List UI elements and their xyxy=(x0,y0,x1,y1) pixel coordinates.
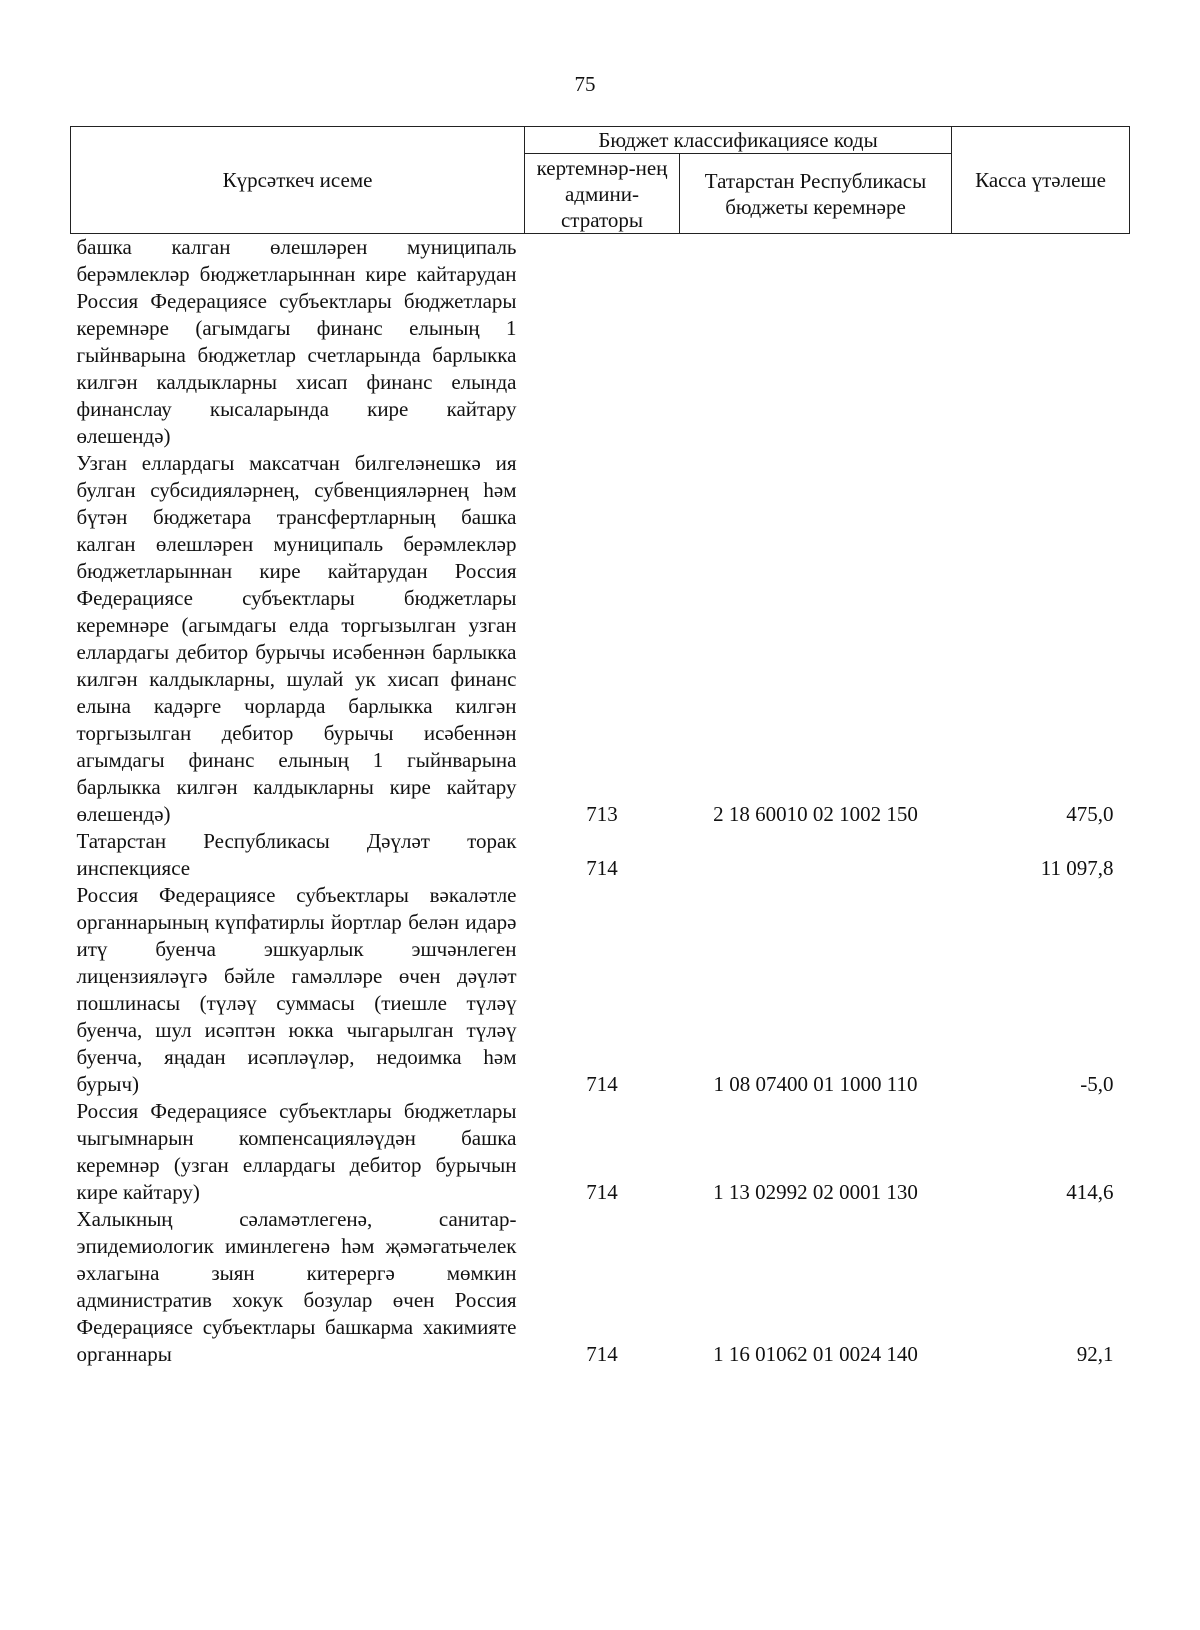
budget-table xyxy=(70,126,1130,1368)
row-cash-amount: 414,6 xyxy=(1066,1180,1114,1204)
row-admin-code: 714 xyxy=(586,856,618,880)
row-indicator-name: Татарстан Республикасы Дәүләт торак инспекциясе xyxy=(76,829,517,880)
row-revenue-code: 1 16 01062 01 0024 140 xyxy=(713,1342,918,1366)
row-admin-code: 714 xyxy=(586,1072,618,1096)
row-cash-amount: -5,0 xyxy=(1080,1072,1114,1096)
row-admin-code: 714 xyxy=(586,1342,618,1366)
row-revenue-code: 2 18 60010 02 1002 150 xyxy=(713,802,918,826)
row-indicator-name: Халыкның сәламәтлегенә, санитар-эпидемиологик иминлегенә һәм җәмәгатьчелек әхлагына зыян китерергә мөмкин административ хокук бозулар өчен Россия Федерациясе субъектлары башкарма хакимияте органнары xyxy=(76,1207,517,1366)
row-revenue-code xyxy=(680,234,952,451)
row-revenue-code: 1 13 02992 02 0001 130 xyxy=(713,1180,918,1204)
row-admin-code xyxy=(525,234,680,451)
table-row xyxy=(71,1206,1130,1368)
header-administrators: кертемнәр-нең админи-страторы xyxy=(525,154,680,234)
header-cash-execution: Касса үтәлеше xyxy=(952,127,1130,234)
row-indicator-name: Россия Федерациясе субъектлары бюджетлары чыгымнарын компенсацияләүдән башка керемнәр (узган еллардагы дебитор бурычын кире кайтару) xyxy=(76,1099,517,1204)
table-row xyxy=(71,234,1130,451)
table-header xyxy=(71,127,1130,234)
row-revenue-code xyxy=(680,828,952,882)
row-cash-amount: 11 097,8 xyxy=(1040,856,1114,880)
header-budget-codes: Бюджет классификациясе коды xyxy=(525,127,952,154)
row-admin-code: 714 xyxy=(586,1180,618,1204)
row-cash-amount: 475,0 xyxy=(1066,802,1114,826)
row-admin-code: 713 xyxy=(586,802,618,826)
table-row xyxy=(71,450,1130,828)
table-row xyxy=(71,828,1130,882)
row-indicator-name: Россия Федерациясе субъектлары вәкаләтле органнарының күпфатирлы йортлар белән идарә итү буенча эшкуарлык эшчәнлеген лицензияләүгә бәйле гамәлләре өчен дәүләт пошлинасы (түләү суммасы (тиешле түләү буенча, шул исәптән юкка чыгарылган түләү буенча, яңадан исәпләүләр, недоимка һәм бурыч) xyxy=(76,883,517,1096)
header-tatarstan-revenue: Татарстан Республикасы бюджеты керемнәре xyxy=(680,154,952,234)
row-indicator-name: башка калган өлешләрен муниципаль берәмлекләр бюджетларыннан кире кайтарудан Россия Федерациясе субъектлары бюджетлары керемнәре (агымдагы финанс елының 1 гыйнварына бюджетлар счетларында барлыкка килгән калдыкларны хисап финанс елында финанслау кысаларында кире кайтару өлешендә) xyxy=(76,235,517,448)
row-revenue-code: 1 08 07400 01 1000 110 xyxy=(713,1072,918,1096)
row-cash-amount: 92,1 xyxy=(1076,1342,1114,1366)
table-row xyxy=(71,1098,1130,1206)
row-indicator-name: Узган еллардагы максатчан билгеләнешкә ия булган субсидияләрнең, субвенцияләрнең һәм бүтән бюджетара трансфертларның башка калган өлешләрен муниципаль берәмлекләр бюджетларыннан кире кайтарудан Россия Федерациясе субъектлары бюджетлары керемнәре (агымдагы елда торгызылган узган еллардагы дебитор бурычы исәбеннән барлыкка килгән калдыкларны, шулай ук хисап финанс елына кадәрге чорларда барлыкка килгән торгызылган дебитор бурычы исәбеннән агымдагы финанс елының 1 гыйнварына барлыкка килгән калдыкларны кире кайтару өлешендә) xyxy=(76,451,517,826)
row-cash-amount xyxy=(952,234,1130,451)
table-row xyxy=(71,882,1130,1098)
page-number: 75 xyxy=(574,72,596,96)
header-indicator-name: Күрсәткеч исеме xyxy=(71,127,525,234)
